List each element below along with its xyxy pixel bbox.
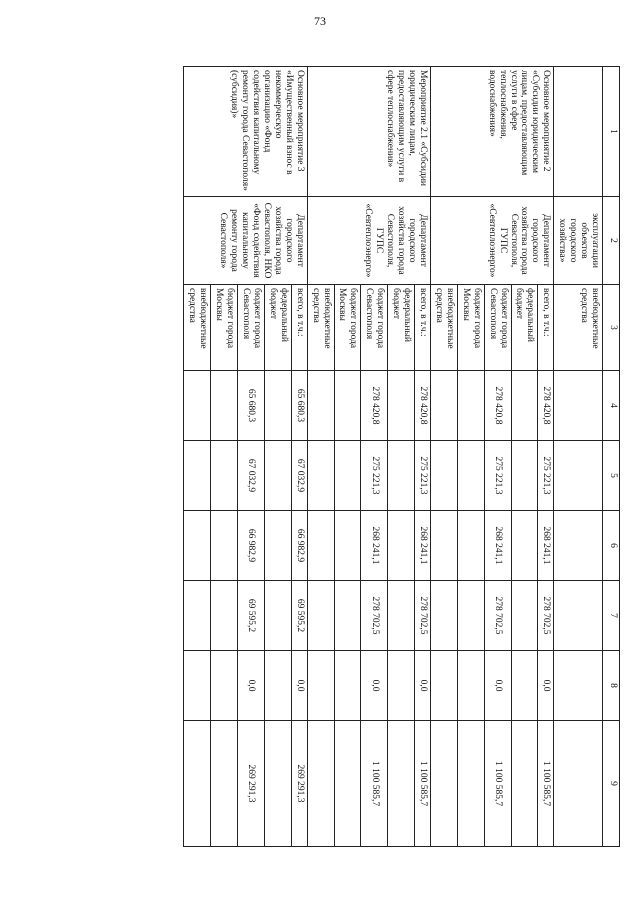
table-row	[554, 67, 603, 847]
cell-value: 67 032,9	[238, 441, 265, 511]
cell-value	[511, 651, 538, 721]
cell-value	[334, 441, 361, 511]
cell-value	[457, 511, 484, 581]
cell-value: 0,0	[415, 651, 431, 721]
cell-value	[431, 721, 458, 847]
cell-value	[457, 371, 484, 441]
cell-value	[511, 581, 538, 651]
cell-value: 278 702,5	[484, 581, 511, 651]
cell-value: 278 420,8	[484, 371, 511, 441]
cell-value	[264, 441, 291, 511]
cell-value	[388, 651, 415, 721]
cell-value	[211, 721, 238, 847]
cell-value: 1 100 585,7	[415, 721, 431, 847]
cell-value: 0,0	[361, 651, 388, 721]
col-header: 9	[603, 721, 620, 847]
cell-source: внебюджетные средства	[184, 285, 211, 371]
cell-value: 275 221,3	[484, 441, 511, 511]
cell-source: бюджет города Севастополя	[484, 285, 511, 371]
col-header: 5	[603, 441, 620, 511]
cell-value	[431, 441, 458, 511]
cell-source: внебюджетные средства	[554, 285, 603, 371]
cell-value: 269 291,3	[291, 721, 307, 847]
cell-value: 67 032,9	[291, 441, 307, 511]
cell-source: внебюджетные средства	[307, 285, 334, 371]
cell-executor: Департамент городского хозяйства города Севастополя, ГУПС «Севтеплоэнерго»	[431, 197, 554, 285]
cell-value	[307, 511, 334, 581]
rotated-table-container	[110, 66, 620, 846]
cell-activity: Основное мероприятие 2 «Субсидии юридическим лицам, предоставляющим услуги в сфере теплоснабжения, водоснабжения»	[431, 67, 554, 197]
cell-value: 69 595,2	[291, 581, 307, 651]
cell-value	[431, 371, 458, 441]
col-header: 1	[603, 67, 620, 197]
cell-value: 278 420,8	[538, 371, 554, 441]
cell-value: 268 241,1	[538, 511, 554, 581]
col-header: 7	[603, 581, 620, 651]
cell-value	[388, 721, 415, 847]
cell-activity: Основное мероприятие 3 «Имущественный взнос в некоммерческую организацию «Фонд содействия капитальному ремонту города Севастополя» (субсидия)»	[184, 67, 307, 197]
funding-table	[183, 66, 620, 847]
cell-value: 66 982,9	[238, 511, 265, 581]
cell-value	[431, 651, 458, 721]
cell-value: 268 241,1	[361, 511, 388, 581]
cell-value: 0,0	[291, 651, 307, 721]
cell-value: 0,0	[484, 651, 511, 721]
table-row	[291, 67, 307, 847]
cell-value	[264, 651, 291, 721]
cell-value	[457, 651, 484, 721]
cell-value: 278 702,5	[361, 581, 388, 651]
cell-value: 275 221,3	[361, 441, 388, 511]
cell-value: 278 702,5	[538, 581, 554, 651]
cell-value	[431, 581, 458, 651]
cell-executor: Департамент городского хозяйства города Севастополя, ГУПС «Севтеплоэнерго»	[307, 197, 430, 285]
table-row	[538, 67, 554, 847]
cell-value	[431, 511, 458, 581]
cell-value	[184, 371, 211, 441]
cell-source: федеральный бюджет	[264, 285, 291, 371]
cell-value	[264, 581, 291, 651]
cell-value	[184, 581, 211, 651]
cell-activity: Мероприятие 2.1 «Субсидии юридическим лицам, предоставляющим услуги в сфере теплоснабжения»	[307, 67, 430, 197]
cell-source: федеральный бюджет	[388, 285, 415, 371]
cell-value	[334, 371, 361, 441]
cell-source: всего, в т.ч.:	[538, 285, 554, 371]
cell-source: бюджет города Москвы	[334, 285, 361, 371]
cell-value	[307, 371, 334, 441]
cell-value	[307, 581, 334, 651]
cell-value	[307, 721, 334, 847]
cell-value: 1 100 585,7	[484, 721, 511, 847]
cell-value: 1 100 585,7	[538, 721, 554, 847]
cell-value: 1 100 585,7	[361, 721, 388, 847]
cell-executor: эксплуатации объектов городского хозяйства»	[554, 197, 603, 285]
cell-value	[211, 511, 238, 581]
cell-value	[457, 581, 484, 651]
cell-value	[264, 371, 291, 441]
col-header: 2	[603, 197, 620, 285]
cell-value	[388, 511, 415, 581]
cell-value: 0,0	[238, 651, 265, 721]
cell-source: федеральный бюджет	[511, 285, 538, 371]
cell-value	[264, 721, 291, 847]
cell-value	[511, 441, 538, 511]
col-header: 8	[603, 651, 620, 721]
cell-value	[511, 511, 538, 581]
cell-source: внебюджетные средства	[431, 285, 458, 371]
cell-executor: Департамент городского хозяйства города Севастополя, НКО «Фонд содействия капитальному ремонту города Севастополя»	[184, 197, 307, 285]
cell-value	[388, 581, 415, 651]
cell-source: бюджет города Москвы	[457, 285, 484, 371]
cell-value	[334, 721, 361, 847]
cell-value: 269 291,3	[238, 721, 265, 847]
cell-value: 278 420,8	[415, 371, 431, 441]
cell-value	[211, 581, 238, 651]
cell-value	[334, 511, 361, 581]
cell-value	[334, 581, 361, 651]
table-body	[184, 67, 603, 847]
cell-value: 268 241,1	[415, 511, 431, 581]
cell-value: 268 241,1	[484, 511, 511, 581]
cell-value	[211, 651, 238, 721]
cell-value	[457, 441, 484, 511]
cell-value	[307, 651, 334, 721]
cell-value: 275 221,3	[538, 441, 554, 511]
cell-value: 278 702,5	[415, 581, 431, 651]
cell-value	[184, 441, 211, 511]
cell-source: всего, в т.ч.:	[291, 285, 307, 371]
cell-value	[184, 511, 211, 581]
cell-source: бюджет города Севастополя	[238, 285, 265, 371]
page-number: 73	[314, 14, 326, 28]
cell-value: 69 595,2	[238, 581, 265, 651]
cell-value	[511, 721, 538, 847]
col-header: 4	[603, 371, 620, 441]
table-row	[415, 67, 431, 847]
cell-value	[264, 511, 291, 581]
cell-empty	[554, 67, 603, 197]
cell-source: всего, в т.ч.:	[415, 285, 431, 371]
cell-value: 278 420,8	[361, 371, 388, 441]
col-header: 6	[603, 511, 620, 581]
cell-value	[511, 371, 538, 441]
cell-value: 0,0	[538, 651, 554, 721]
cell-value	[184, 721, 211, 847]
cell-value	[334, 651, 361, 721]
cell-value	[307, 441, 334, 511]
col-header: 3	[603, 285, 620, 371]
cell-value	[388, 441, 415, 511]
cell-value	[388, 371, 415, 441]
cell-source: бюджет города Москвы	[211, 285, 238, 371]
cell-value: 65 680,3	[238, 371, 265, 441]
cell-value	[457, 721, 484, 847]
cell-value: 65 680,3	[291, 371, 307, 441]
cell-value: 66 982,9	[291, 511, 307, 581]
cell-value	[184, 651, 211, 721]
cell-source: бюджет города Севастополя	[361, 285, 388, 371]
column-number-row	[603, 67, 620, 847]
cell-value	[211, 441, 238, 511]
cell-value: 275 221,3	[415, 441, 431, 511]
cell-value	[211, 371, 238, 441]
